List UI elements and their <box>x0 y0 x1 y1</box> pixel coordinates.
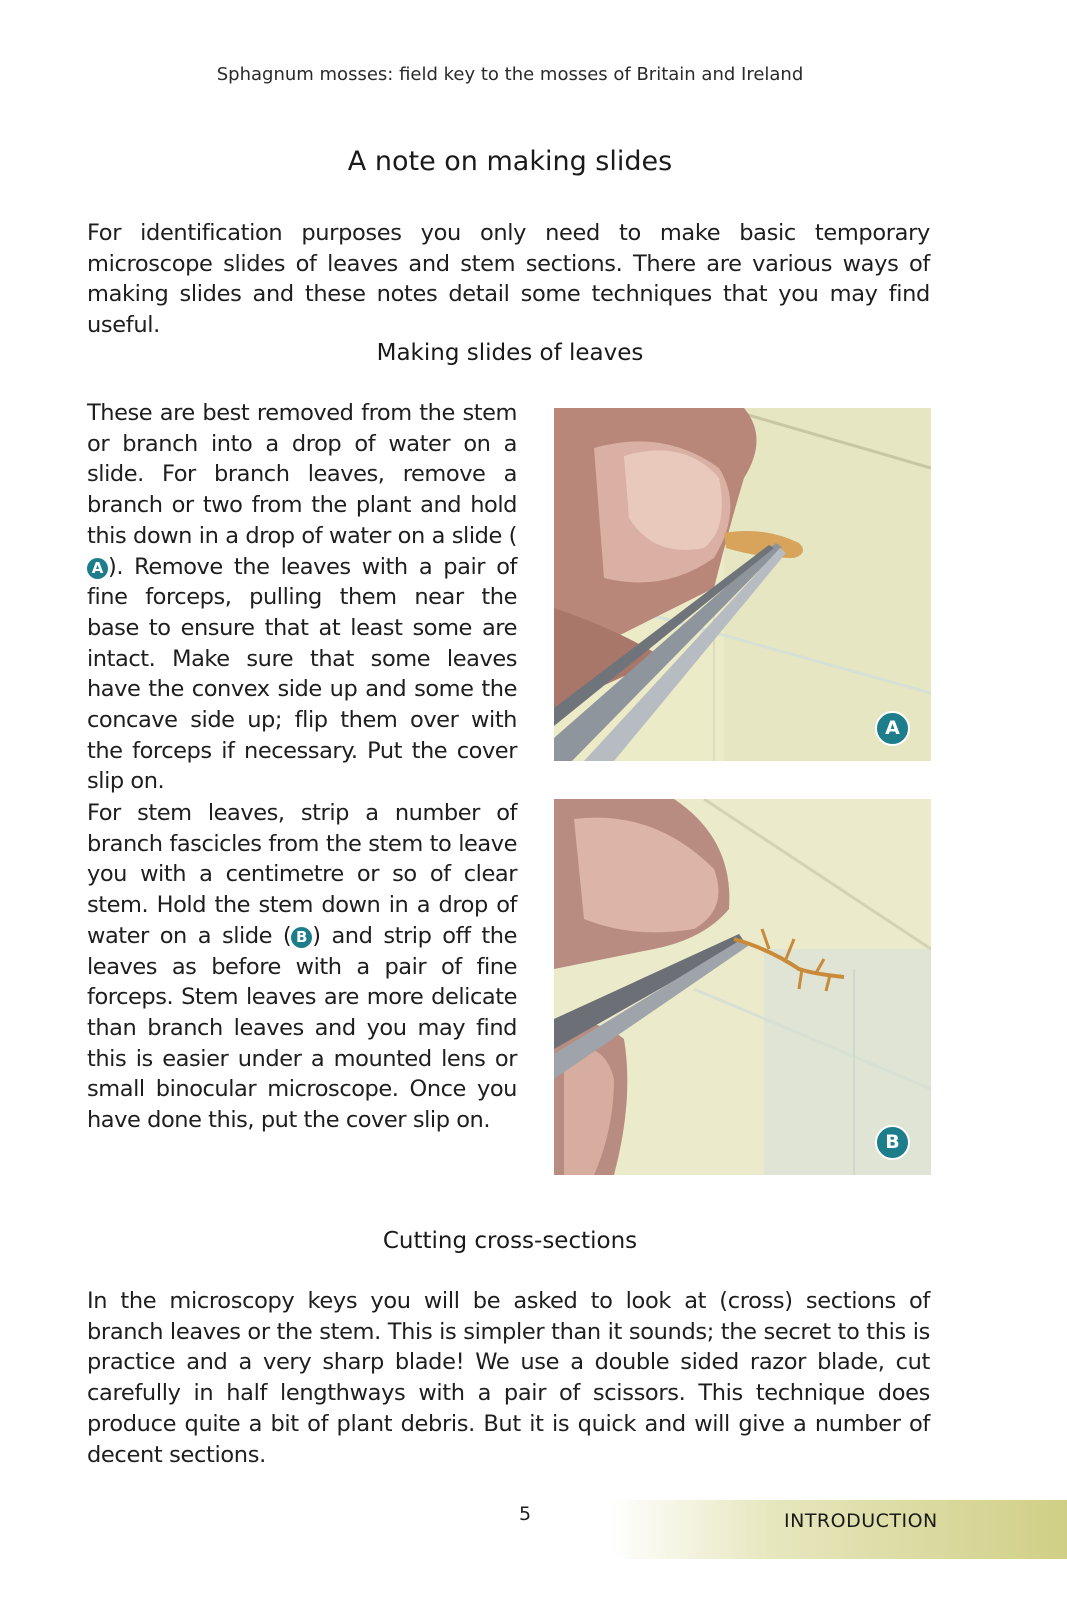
photo-b <box>554 799 931 1175</box>
running-head: Sphagnum mosses: field key to the mosses of Britain and Ireland <box>216 64 804 85</box>
branch-leaves-paragraph <box>87 398 517 797</box>
page-title: A note on making slides <box>347 146 673 177</box>
photo-b-badge: B <box>875 1125 910 1160</box>
footer-section-label: INTRODUCTION <box>784 1510 938 1532</box>
photo-a-illustration <box>554 408 931 761</box>
stem-leaves-text-end: ) and strip off the leaves as before with a pair of fine forceps. Stem leaves are more delicate than branch leaves and you may find this is easier under a mounted lens or small binocular microscope. Once you have done this, put the cover slip on. <box>87 922 517 1134</box>
photo-a-badge: A <box>875 711 910 746</box>
figure-ref-b-badge: B <box>291 927 312 948</box>
figure-ref-a-badge: A <box>87 558 108 579</box>
heading-making-slides-of-leaves: Making slides of leaves <box>376 340 644 366</box>
branch-leaves-text-start: These are best removed from the stem or branch into a drop of water on a slide. For branch leaves, remove a branch or two from the plant and hold this down in a drop of water on a slide ( <box>87 400 517 549</box>
stem-leaves-text-start: For stem leaves, strip a number of branch fascicles from the stem to leave you with a centimetre or so of clear stem. Hold the stem down in a drop of water on a slide ( <box>87 800 517 949</box>
photo-b-illustration <box>554 799 931 1175</box>
page-number: 5 <box>518 1503 532 1525</box>
heading-cutting-cross-sections: Cutting cross-sections <box>382 1228 638 1254</box>
photo-a <box>554 408 931 761</box>
cross-sections-paragraph: In the microscopy keys you will be asked to look at (cross) sections of branch leaves or the stem. This is simpler than it sounds; the secret to this is practice and a very sharp blade! We use a double sided razor blade, cut carefully in half lengthways with a pair of scissors. This technique does produce quite a bit of plant debris. But it is quick and will give a number of decent sections. <box>87 1288 930 1468</box>
intro-paragraph: For identification purposes you only need to make basic temporary microscope slides of leaves and stem sections. There are various ways of making slides and these notes detail some techniques that you may find useful. <box>87 220 930 339</box>
branch-leaves-text-end: ). Remove the leaves with a pair of fine forceps, pulling them near the base to ensure that at least some are intact. Make sure that some leaves have the convex side up and some the concave side up; flip them over with the forceps if necessary. Put the cover slip on. <box>87 553 517 795</box>
stem-leaves-paragraph <box>87 798 517 1136</box>
